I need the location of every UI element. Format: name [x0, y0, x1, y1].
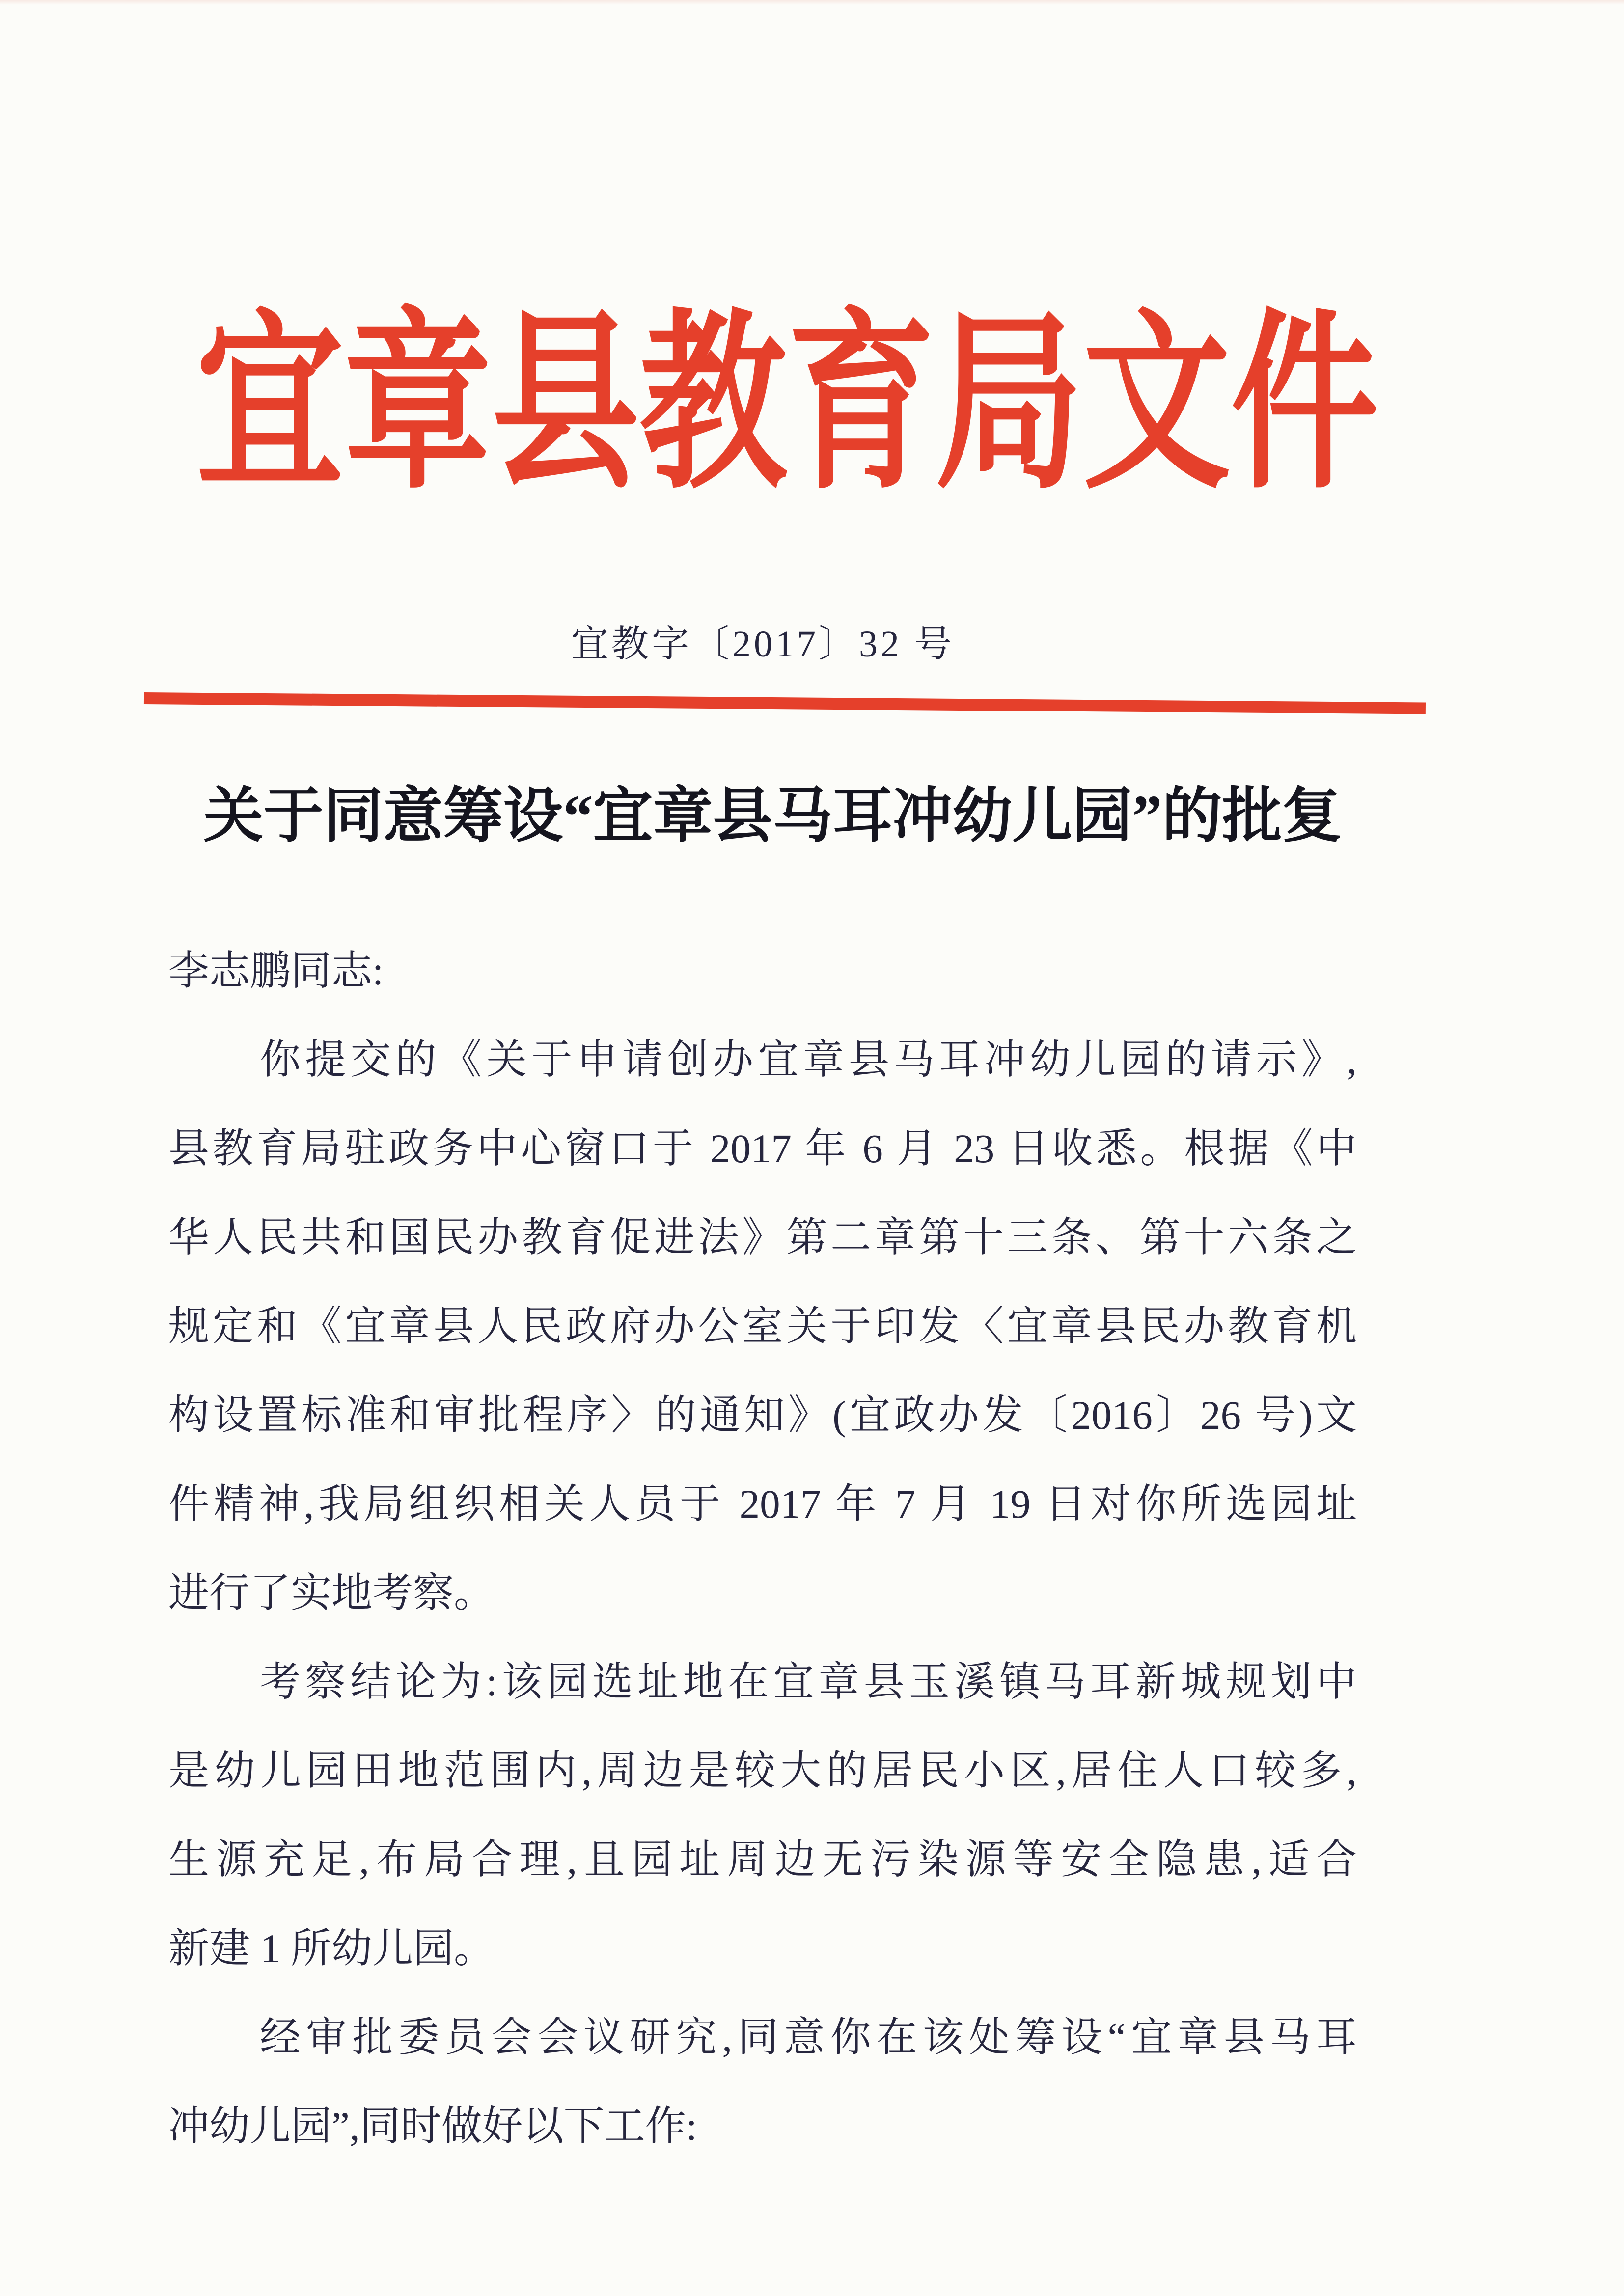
body-line: 新建 1 所幼儿园。 — [168, 1926, 495, 1971]
body-line: 规定和《宜章县人民政府办公室关于印发〈宜章县民办教育机 — [168, 1304, 1357, 1349]
body-line: 构设置标准和审批程序〉的通知》(宜政办发〔2016〕26 号)文 — [168, 1393, 1357, 1438]
body-line: 华人民共和国民办教育促进法》第二章第十三条、第十六条之 — [168, 1215, 1357, 1260]
body-line: 是幼儿园田地范围内,周边是较大的居民小区,居住人口较多, — [168, 1748, 1357, 1793]
document-body — [168, 927, 1357, 2171]
scan-artifact-edge — [0, 0, 1624, 5]
red-separator-rule — [144, 692, 1426, 714]
body-line: 进行了实地考察。 — [168, 1570, 495, 1615]
letterhead-agency-title: 宜章县教育局文件 — [196, 299, 1379, 511]
document-title: 关于同意筹设“宜章县马耳冲幼儿园”的批复 — [203, 783, 1342, 849]
body-line: 经审批委员会会议研究,同意你在该处筹设“宜章县马耳 — [260, 2015, 1357, 2060]
body-line: 考察结论为:该园选址地在宜章县玉溪镇马耳新城规划中 — [260, 1659, 1357, 1704]
body-line: 生源充足,布局合理,且园址周边无污染源等安全隐患,适合 — [168, 1837, 1357, 1882]
document-reference-number: 宜教字〔2017〕32 号 — [571, 624, 955, 665]
body-line: 冲幼儿园”,同时做好以下工作: — [168, 2104, 697, 2149]
salutation-line: 李志鹏同志: — [168, 948, 384, 993]
body-line: 件精神,我局组织相关人员于 2017 年 7 月 19 日对你所选园址 — [168, 1481, 1357, 1527]
body-line: 县教育局驻政务中心窗口于 2017 年 6 月 23 日收悉。根据《中 — [168, 1126, 1357, 1171]
body-line: 你提交的《关于申请创办宜章县马耳冲幼儿园的请示》, — [260, 1037, 1357, 1082]
